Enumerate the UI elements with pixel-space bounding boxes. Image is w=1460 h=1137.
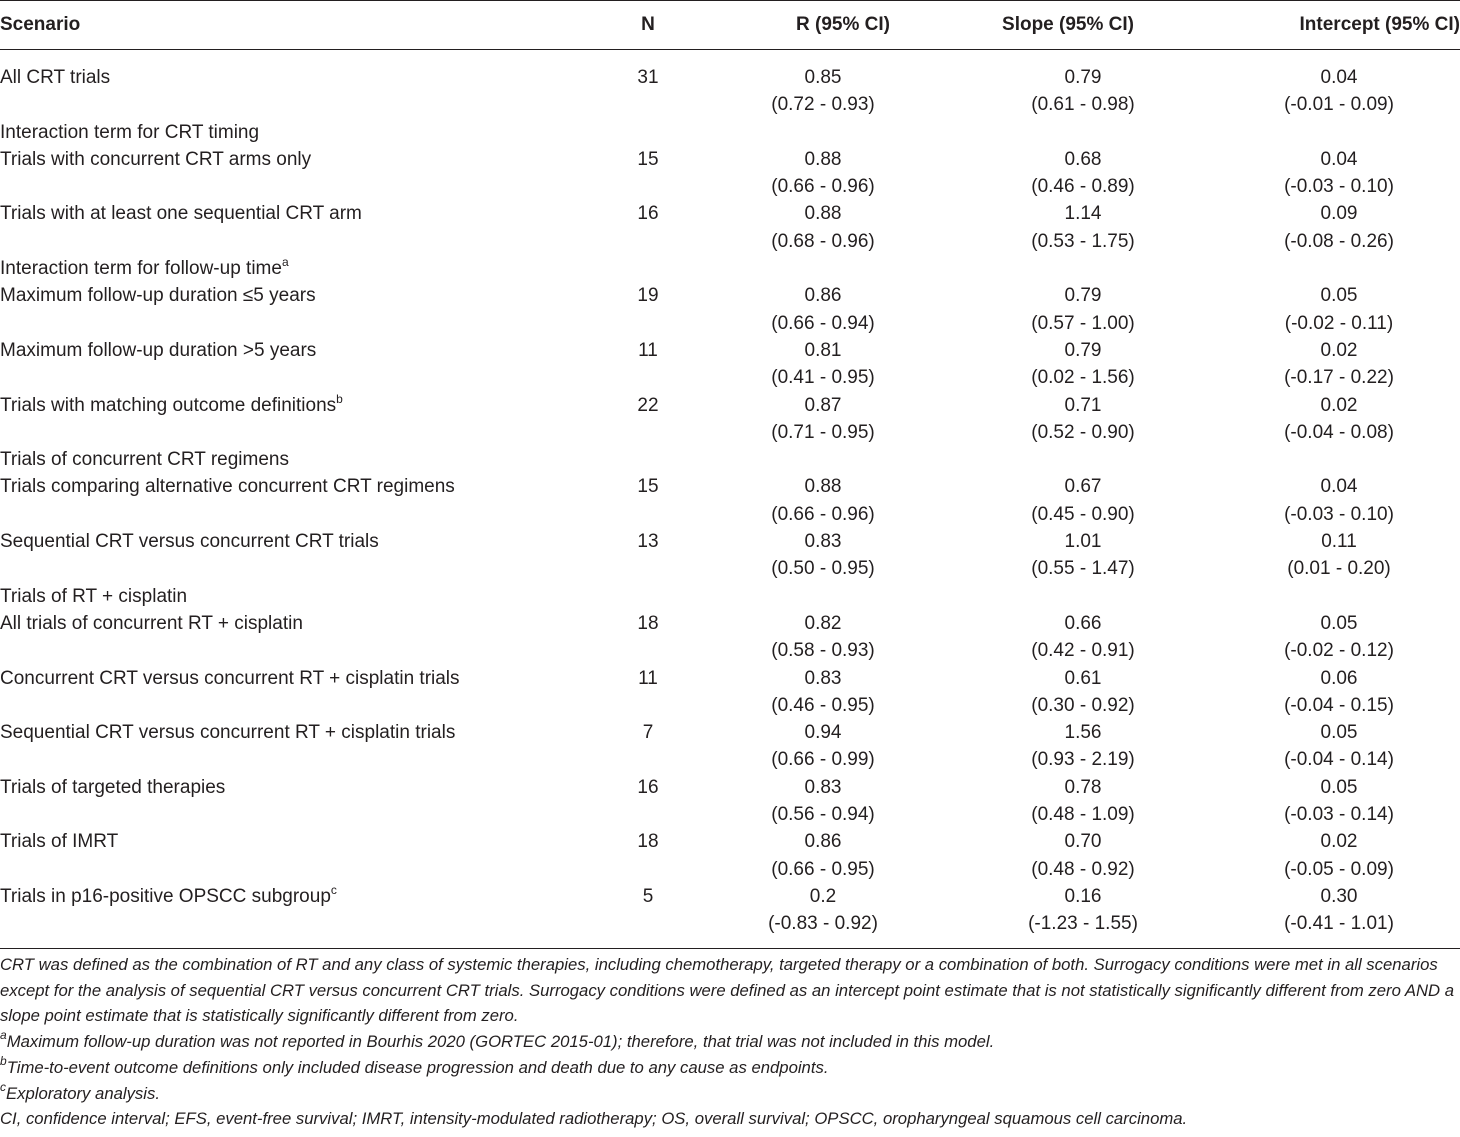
scenario-label-text: Trials of IMRT (0, 831, 119, 853)
slope-value: 0.71 (1064, 394, 1102, 416)
intercept-value: 0.30 (1320, 885, 1358, 907)
slope-ci: (0.30 - 0.92) (1031, 694, 1135, 716)
footnote-a-text: Maximum follow-up duration was not reported in Bourhis 2020 (GORTEC 2015-01); therefore, that trial was not included in this model. (6, 1032, 995, 1052)
footnote-a-mark: a (0, 1028, 7, 1043)
r-ci: (0.50 - 0.95) (771, 558, 875, 580)
r-cell (698, 473, 948, 528)
scenario-label (0, 668, 460, 689)
n-value: 11 (638, 667, 658, 689)
scenario-label (0, 449, 289, 470)
scenario-cell (0, 883, 598, 949)
r-ci: (0.41 - 0.95) (771, 367, 875, 389)
slope-ci: (0.42 - 0.91) (1031, 640, 1135, 662)
n-cell (598, 665, 698, 720)
slope-ci: (0.61 - 0.98) (1031, 94, 1135, 116)
slope-cell (948, 392, 1218, 447)
slope-cell (948, 255, 1218, 282)
slope-cell (948, 774, 1218, 829)
scenario-cell (0, 392, 598, 447)
scenario-label (0, 777, 225, 798)
intercept-ci: (-0.01 - 0.09) (1284, 94, 1394, 116)
intercept-value: 0.05 (1320, 285, 1358, 307)
scenario-label (0, 285, 316, 306)
intercept-value: 0.06 (1320, 667, 1358, 689)
table-group-row (0, 583, 1460, 610)
scenario-cell (0, 583, 598, 610)
intercept-value: 0.02 (1320, 394, 1358, 416)
r-cell (698, 392, 948, 447)
slope-cell (948, 337, 1218, 392)
slope-ci: (0.48 - 1.09) (1031, 804, 1135, 826)
intercept-ci: (-0.17 - 0.22) (1284, 367, 1394, 389)
n-value: 5 (642, 885, 654, 907)
scenario-label-text: Trials with concurrent CRT arms only (0, 148, 312, 170)
intercept-value: 0.02 (1320, 339, 1358, 361)
table-row (0, 392, 1460, 447)
footnote-c-text: Exploratory analysis. (6, 1083, 160, 1103)
intercept-value: 0.11 (1321, 531, 1357, 553)
scenario-label (0, 122, 259, 143)
intercept-ci: (-0.05 - 0.09) (1284, 858, 1394, 880)
intercept-cell (1218, 583, 1460, 610)
scenario-cell (0, 200, 598, 255)
slope-cell (948, 719, 1218, 774)
table-group-row (0, 255, 1460, 282)
header-scenario: Scenario (0, 1, 598, 50)
scenario-cell (0, 282, 598, 337)
scenario-label (0, 531, 379, 552)
scenario-label-text: All CRT trials (0, 67, 111, 88)
intercept-ci: (-0.02 - 0.12) (1284, 640, 1394, 662)
intercept-cell (1218, 774, 1460, 829)
r-value: 0.87 (804, 394, 842, 416)
intercept-ci: (-0.03 - 0.10) (1284, 176, 1394, 198)
footnote-c-mark: c (0, 1079, 6, 1094)
slope-cell (948, 665, 1218, 720)
scenario-cell (0, 828, 598, 883)
intercept-cell (1218, 610, 1460, 665)
intercept-cell (1218, 200, 1460, 255)
r-cell (698, 282, 948, 337)
intercept-value: 0.04 (1320, 476, 1358, 498)
slope-ci: (0.57 - 1.00) (1031, 312, 1135, 334)
slope-value: 1.56 (1064, 722, 1102, 744)
r-cell (698, 665, 948, 720)
slope-value: 0.66 (1064, 612, 1102, 634)
intercept-cell (1218, 50, 1460, 119)
r-cell (698, 828, 948, 883)
r-cell (698, 719, 948, 774)
intercept-cell (1218, 392, 1460, 447)
n-cell (598, 146, 698, 201)
r-ci: (0.66 - 0.96) (771, 176, 875, 198)
n-cell (598, 719, 698, 774)
n-value: 15 (637, 476, 659, 498)
table-footnotes (0, 948, 1460, 1132)
table-row (0, 50, 1460, 119)
slope-value: 1.01 (1064, 531, 1102, 553)
intercept-ci: (-0.41 - 1.01) (1284, 913, 1394, 935)
intercept-ci: (-0.03 - 0.14) (1284, 804, 1394, 826)
r-cell (698, 583, 948, 610)
n-cell (598, 50, 698, 119)
intercept-ci: (-0.04 - 0.15) (1284, 694, 1394, 716)
slope-ci: (0.02 - 1.56) (1031, 367, 1135, 389)
table-row (0, 610, 1460, 665)
n-cell (598, 255, 698, 282)
scenario-label-text: Trials of RT + cisplatin (0, 585, 188, 607)
intercept-ci: (-0.03 - 0.10) (1284, 503, 1394, 525)
slope-value: 0.16 (1064, 885, 1102, 907)
scenario-label (0, 831, 118, 852)
n-cell (598, 282, 698, 337)
scenario-cell (0, 473, 598, 528)
footnote-marker: c (330, 882, 337, 897)
n-cell (598, 337, 698, 392)
n-value: 18 (637, 831, 659, 853)
slope-cell (948, 473, 1218, 528)
scenario-cell (0, 255, 598, 282)
table-row (0, 774, 1460, 829)
scenario-label (0, 67, 110, 88)
intercept-value: 0.04 (1320, 148, 1358, 170)
slope-value: 0.68 (1064, 148, 1102, 170)
slope-ci: (0.55 - 1.47) (1031, 558, 1135, 580)
slope-cell (948, 610, 1218, 665)
slope-value: 0.61 (1064, 667, 1102, 689)
scenario-cell (0, 665, 598, 720)
footnote-a (0, 1029, 1460, 1055)
scenario-cell (0, 610, 598, 665)
header-n: N (598, 1, 698, 50)
r-cell (698, 119, 948, 146)
slope-ci: (0.46 - 0.89) (1031, 176, 1135, 198)
n-cell (598, 883, 698, 949)
table-row (0, 719, 1460, 774)
slope-cell (948, 146, 1218, 201)
r-ci: (0.58 - 0.93) (771, 640, 875, 662)
r-cell (698, 50, 948, 119)
n-cell (598, 119, 698, 146)
table-group-row (0, 119, 1460, 146)
table-row (0, 828, 1460, 883)
intercept-ci: (-0.04 - 0.14) (1284, 749, 1394, 771)
scenario-label (0, 255, 289, 280)
slope-cell (948, 528, 1218, 583)
r-ci: (0.46 - 0.95) (771, 694, 875, 716)
scenario-label-text: Trials comparing alternative concurrent CRT regimens (0, 476, 455, 498)
scenario-label-text: Trials in p16-positive OPSCC subgroup (0, 885, 331, 907)
scenario-label (0, 882, 337, 907)
footnote-b-text: Time-to-event outcome definitions only included disease progression and death due to any cause as endpoints. (6, 1057, 829, 1077)
r-value: 0.83 (804, 776, 842, 798)
table-row (0, 200, 1460, 255)
slope-value: 0.79 (1064, 285, 1102, 307)
n-value: 11 (638, 339, 658, 361)
slope-cell (948, 883, 1218, 949)
r-value: 0.83 (804, 531, 842, 553)
table-row (0, 665, 1460, 720)
slope-cell (948, 828, 1218, 883)
n-cell (598, 828, 698, 883)
r-cell (698, 883, 948, 949)
table-row (0, 146, 1460, 201)
n-value: 18 (637, 612, 659, 634)
table-row (0, 282, 1460, 337)
r-value: 0.86 (804, 831, 842, 853)
intercept-value: 0.09 (1320, 203, 1358, 225)
scenario-label-text: Trials of concurrent CRT regimens (0, 449, 289, 471)
intercept-cell (1218, 665, 1460, 720)
footnote-marker: b (336, 391, 343, 406)
r-value: 0.83 (804, 667, 842, 689)
scenario-label (0, 203, 362, 224)
r-value: 0.2 (809, 885, 837, 907)
slope-value: 0.67 (1064, 476, 1102, 498)
r-value: 0.88 (804, 476, 842, 498)
r-cell (698, 446, 948, 473)
r-ci: (0.66 - 0.99) (771, 749, 875, 771)
intercept-ci: (-0.02 - 0.11) (1284, 312, 1394, 334)
table-row (0, 337, 1460, 392)
scenario-label-text: Interaction term for CRT timing (0, 121, 260, 143)
footnote-main: CRT was defined as the combination of RT and any class of systemic therapies, including chemotherapy, targeted therapy or a combination of both. Surrogacy conditions were met in all scenarios except for the analysis of sequential CRT versus concurrent CRT trials. Surrogacy conditions were defined as an intercept point estimate that is not statistically significantly different from zero AND a slope point estimate that is statistically significantly different from zero. (0, 955, 1455, 1026)
scenario-cell (0, 528, 598, 583)
header-row (0, 1, 1460, 50)
r-ci: (0.56 - 0.94) (771, 804, 875, 826)
n-cell (598, 200, 698, 255)
n-value: 16 (637, 776, 659, 798)
n-value: 16 (637, 203, 659, 225)
r-value: 0.88 (804, 148, 842, 170)
intercept-cell (1218, 828, 1460, 883)
r-value: 0.86 (804, 285, 842, 307)
r-value: 0.88 (804, 203, 842, 225)
footnote-b (0, 1055, 1460, 1081)
table-row (0, 528, 1460, 583)
slope-cell (948, 282, 1218, 337)
intercept-ci: (-0.04 - 0.08) (1284, 421, 1394, 443)
slope-ci: (0.48 - 0.92) (1031, 858, 1135, 880)
r-cell (698, 774, 948, 829)
scenario-label-text: All trials of concurrent RT + cisplatin (0, 612, 303, 634)
table-header (0, 1, 1460, 50)
slope-value: 0.70 (1064, 831, 1102, 853)
scenario-label (0, 340, 316, 361)
n-cell (598, 583, 698, 610)
slope-cell (948, 50, 1218, 119)
n-value: 15 (637, 148, 659, 170)
slope-value: 0.78 (1064, 776, 1102, 798)
table-row (0, 883, 1460, 949)
intercept-cell (1218, 255, 1460, 282)
r-value: 0.94 (804, 722, 842, 744)
scenario-label-text: Trials with matching outcome definitions (0, 394, 337, 416)
scenario-label-text: Trials of targeted therapies (0, 776, 226, 798)
r-ci: (0.66 - 0.96) (771, 503, 875, 525)
intercept-cell (1218, 528, 1460, 583)
r-ci: (0.68 - 0.96) (771, 230, 875, 252)
intercept-cell (1218, 446, 1460, 473)
footnote-abbreviations: CI, confidence interval; EFS, event-free survival; IMRT, intensity-modulated radiotherapy; OS, overall survival; OPSCC, oropharyngeal squamous cell carcinoma. (0, 1109, 1188, 1129)
r-ci: (0.66 - 0.95) (771, 858, 875, 880)
scenario-label (0, 586, 187, 607)
n-cell (598, 528, 698, 583)
n-cell (598, 610, 698, 665)
n-value: 22 (637, 394, 659, 416)
scenario-label-text: Maximum follow-up duration >5 years (0, 339, 317, 361)
scenario-label-text: Sequential CRT versus concurrent RT + cisplatin trials (0, 722, 456, 744)
slope-ci: (0.52 - 0.90) (1031, 421, 1135, 443)
table-row (0, 473, 1460, 528)
intercept-cell (1218, 337, 1460, 392)
r-cell (698, 337, 948, 392)
intercept-ci: (-0.08 - 0.26) (1284, 230, 1394, 252)
slope-cell (948, 119, 1218, 146)
table-group-row (0, 446, 1460, 473)
n-cell (598, 774, 698, 829)
r-value: 0.82 (804, 612, 842, 634)
intercept-value: 0.05 (1320, 776, 1358, 798)
slope-cell (948, 200, 1218, 255)
n-value: 7 (642, 722, 654, 744)
scenario-label (0, 722, 455, 743)
scenario-cell (0, 337, 598, 392)
intercept-cell (1218, 719, 1460, 774)
intercept-value: 0.05 (1320, 722, 1358, 744)
n-value: 13 (637, 531, 659, 553)
scenario-label (0, 391, 343, 416)
header-slope: Slope (95% CI) (948, 1, 1218, 50)
scenario-label-text: Trials with at least one sequential CRT arm (0, 203, 362, 225)
intercept-cell (1218, 282, 1460, 337)
scenario-cell (0, 446, 598, 473)
r-cell (698, 255, 948, 282)
footnote-marker: a (281, 255, 289, 270)
scenario-cell (0, 719, 598, 774)
slope-ci: (0.93 - 2.19) (1031, 749, 1135, 771)
r-ci: (0.71 - 0.95) (771, 421, 875, 443)
intercept-value: 0.05 (1320, 612, 1358, 634)
slope-value: 1.14 (1064, 203, 1102, 225)
r-ci: (0.72 - 0.93) (771, 94, 875, 116)
slope-ci: (0.45 - 0.90) (1031, 503, 1135, 525)
intercept-ci: (0.01 - 0.20) (1287, 558, 1391, 580)
header-intercept: Intercept (95% CI) (1218, 1, 1460, 50)
scenario-label-text: Sequential CRT versus concurrent CRT trials (0, 531, 379, 553)
intercept-cell (1218, 883, 1460, 949)
scenario-label (0, 149, 311, 170)
table-body (0, 50, 1460, 949)
scenario-label (0, 613, 303, 634)
slope-ci: (-1.23 - 1.55) (1028, 913, 1138, 935)
n-cell (598, 473, 698, 528)
intercept-value: 0.04 (1320, 67, 1358, 88)
r-ci: (0.66 - 0.94) (771, 312, 875, 334)
slope-cell (948, 583, 1218, 610)
r-value: 0.85 (804, 67, 842, 88)
intercept-value: 0.02 (1320, 831, 1358, 853)
slope-value: 0.79 (1064, 339, 1102, 361)
scenario-cell (0, 146, 598, 201)
scenario-label-text: Maximum follow-up duration ≤5 years (0, 285, 316, 307)
r-cell (698, 146, 948, 201)
n-value: 31 (637, 67, 659, 88)
scenario-label-text: Interaction term for follow-up time (0, 258, 282, 280)
intercept-cell (1218, 119, 1460, 146)
scenario-label (0, 476, 455, 497)
header-r: R (95% CI) (698, 1, 948, 50)
r-cell (698, 610, 948, 665)
slope-cell (948, 446, 1218, 473)
footnote-c (0, 1081, 1460, 1107)
n-cell (598, 446, 698, 473)
scenario-cell (0, 774, 598, 829)
n-cell (598, 392, 698, 447)
slope-value: 0.79 (1064, 67, 1102, 88)
scenario-label-text: Concurrent CRT versus concurrent RT + cisplatin trials (0, 667, 460, 689)
intercept-cell (1218, 473, 1460, 528)
r-cell (698, 200, 948, 255)
slope-ci: (0.53 - 1.75) (1031, 230, 1135, 252)
scenario-cell (0, 50, 598, 119)
scenario-cell (0, 119, 598, 146)
intercept-cell (1218, 146, 1460, 201)
r-cell (698, 528, 948, 583)
r-value: 0.81 (804, 339, 842, 361)
n-value: 19 (637, 285, 659, 307)
r-ci: (-0.83 - 0.92) (768, 913, 878, 935)
footnote-b-mark: b (0, 1053, 7, 1068)
